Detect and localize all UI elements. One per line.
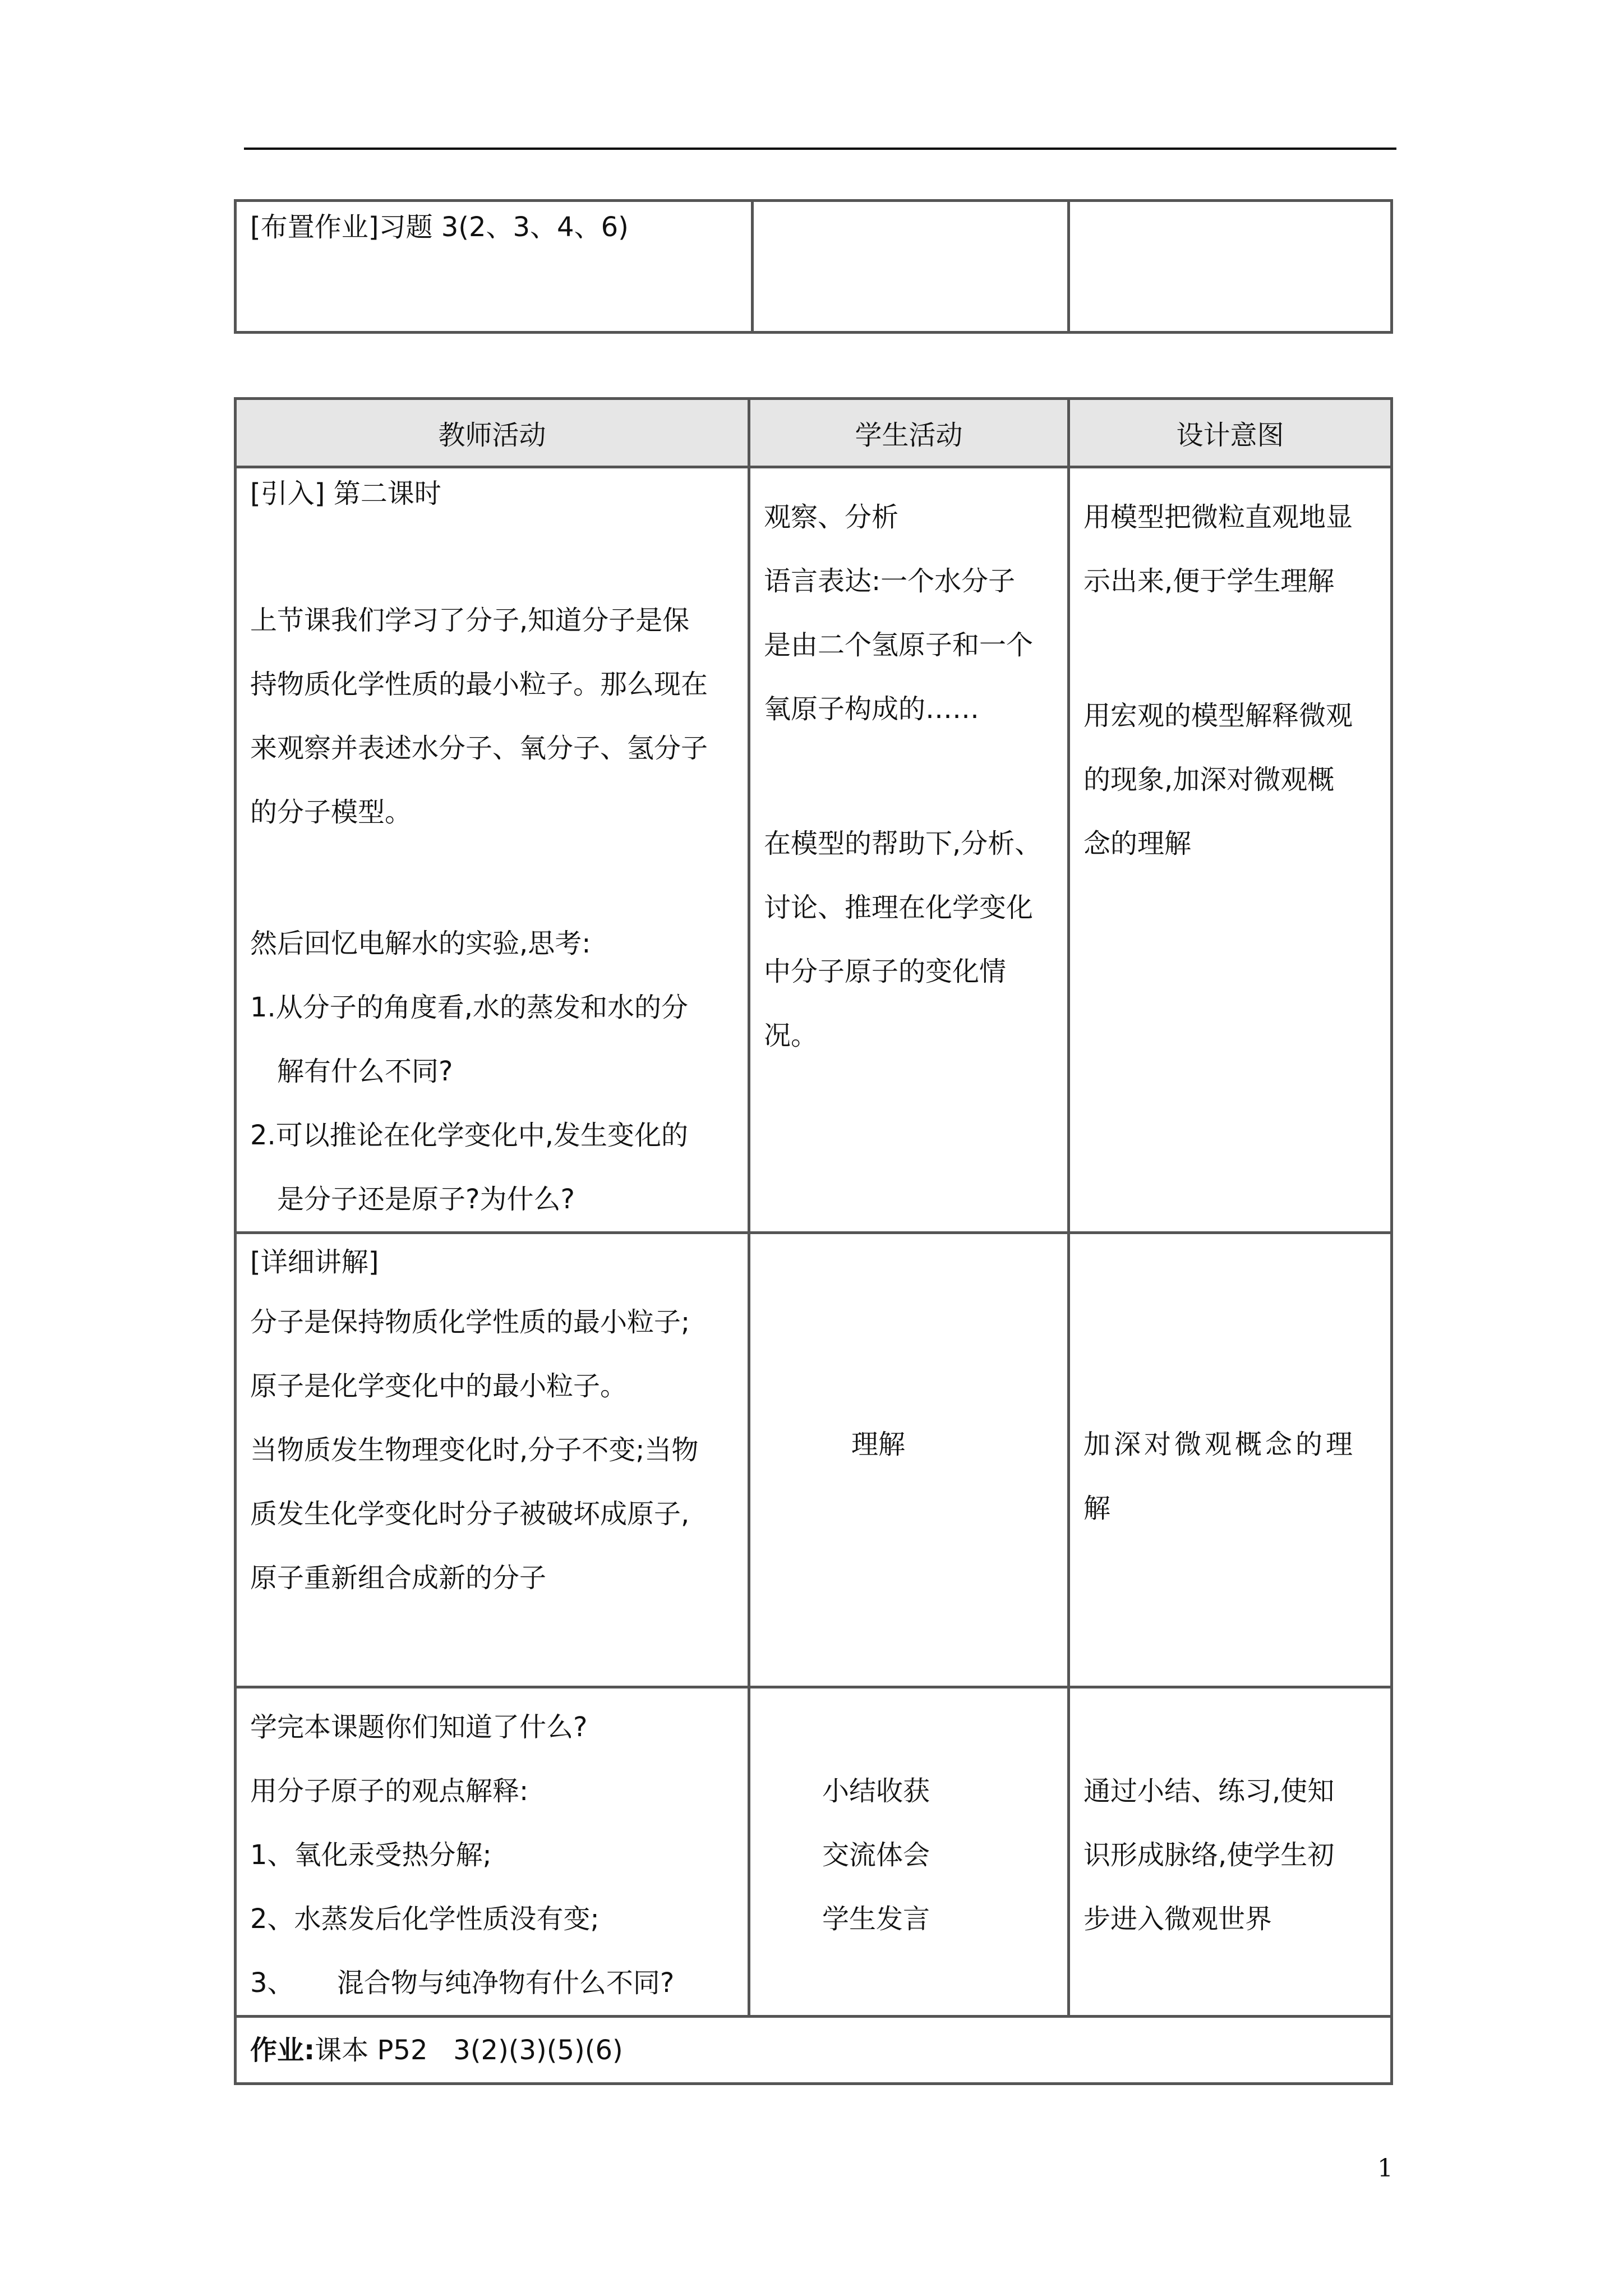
text-line: 持物质化学性质的最小粒子。那么现在 bbox=[250, 669, 708, 700]
empty-cell bbox=[1069, 201, 1392, 333]
text-line bbox=[764, 741, 1054, 812]
text-line: 况。 bbox=[764, 1020, 818, 1051]
text-line: 识形成脉络,使学生初 bbox=[1083, 1839, 1335, 1871]
row3-design-cell bbox=[1069, 1687, 1392, 2017]
text-line bbox=[250, 844, 734, 912]
text-line: 观察、分析 bbox=[764, 501, 899, 533]
text-line: 用模型把微粒直观地显 bbox=[1083, 501, 1353, 533]
text-line: 通过小结、练习,使知 bbox=[1083, 1775, 1335, 1807]
text-line: 用宏观的模型解释微观 bbox=[1083, 700, 1353, 731]
text-line: 质发生化学变化时分子被破坏成原子, bbox=[250, 1498, 690, 1530]
text-line: 然后回忆电解水的实验,思考: bbox=[250, 928, 591, 959]
text-line: 解有什么不同? bbox=[277, 1056, 453, 1087]
text-line: 念的理解 bbox=[1083, 828, 1192, 859]
text-line: 2、水蒸发后化学性质没有变; bbox=[250, 1903, 600, 1935]
row3-teacher-cell bbox=[236, 1687, 749, 2017]
header-student: 学生活动 bbox=[749, 399, 1069, 467]
footer-label: 作业: bbox=[250, 2034, 315, 2066]
row1-design-cell bbox=[1069, 467, 1392, 1233]
text-line: 的现象,加深对微观概 bbox=[1083, 764, 1335, 795]
text-line bbox=[250, 519, 734, 588]
header-design: 设计意图 bbox=[1069, 399, 1392, 467]
text-line: 示出来,便于学生理解 bbox=[1083, 565, 1335, 597]
row2-student-cell bbox=[749, 1233, 1069, 1687]
text-line: 解 bbox=[1083, 1493, 1111, 1524]
text-line: 氧原子构成的…… bbox=[764, 693, 980, 725]
lesson-table bbox=[234, 397, 1393, 2085]
row2-teacher-cell bbox=[236, 1233, 749, 1687]
text-line: 原子重新组合成新的分子 bbox=[250, 1562, 547, 1594]
page-number: 1 bbox=[1377, 2154, 1393, 2183]
text-line: 1.从分子的角度看,水的蒸发和水的分 bbox=[250, 992, 689, 1023]
footer-cell bbox=[236, 2017, 1392, 2084]
row-explanation bbox=[236, 1233, 1392, 1687]
text-line: 中分子原子的变化情 bbox=[764, 956, 1007, 987]
header-teacher: 教师活动 bbox=[236, 399, 749, 467]
homework-text: [布置作业]习题 3(2、3、4、6) bbox=[250, 211, 629, 243]
text-line: 步进入微观世界 bbox=[1083, 1903, 1272, 1935]
row-summary bbox=[236, 1687, 1392, 2017]
text-line: 原子是化学变化中的最小粒子。 bbox=[250, 1370, 628, 1402]
homework-cell bbox=[236, 201, 753, 333]
text-line: 是由二个氢原子和一个 bbox=[764, 629, 1034, 661]
text-line: 理解 bbox=[851, 1429, 906, 1460]
text-line: 用分子原子的观点解释: bbox=[250, 1775, 529, 1807]
text-line: 2.可以推论在化学变化中,发生变化的 bbox=[250, 1120, 689, 1151]
footer-text: 课本 P52 3(2)(3)(5)(6) bbox=[315, 2034, 623, 2066]
homework-table bbox=[234, 199, 1393, 334]
text-line: 交流体会 bbox=[822, 1839, 930, 1871]
text-line: 学生发言 bbox=[822, 1903, 930, 1935]
row1-teacher-cell bbox=[236, 467, 749, 1233]
text-line bbox=[1083, 613, 1377, 684]
text-line: 当物质发生物理变化时,分子不变;当物 bbox=[250, 1434, 699, 1466]
text-line: [引入] 第二课时 bbox=[250, 478, 441, 509]
text-line: 来观察并表述水分子、氧分子、氢分子 bbox=[250, 733, 708, 764]
text-line: 语言表达:一个水分子 bbox=[764, 565, 1016, 597]
text-line: 分子是保持物质化学性质的最小粒子; bbox=[250, 1306, 690, 1338]
text-line: 是分子还是原子?为什么? bbox=[277, 1184, 575, 1215]
text-line: 讨论、推理在化学变化 bbox=[764, 892, 1034, 923]
header-rule bbox=[244, 148, 1396, 150]
text-line: 上节课我们学习了分子,知道分子是保 bbox=[250, 605, 690, 636]
text-line: 学完本课题你们知道了什么? bbox=[250, 1711, 588, 1743]
row-intro bbox=[236, 467, 1392, 1233]
row1-student-cell bbox=[749, 467, 1069, 1233]
text-line: 加深对微观概念的理 bbox=[1083, 1429, 1357, 1460]
text-line: 小结收获 bbox=[822, 1775, 930, 1807]
text-line: 的分子模型。 bbox=[250, 797, 412, 828]
empty-cell bbox=[753, 201, 1069, 333]
header-row bbox=[236, 399, 1392, 467]
text-line: 3、 混合物与纯净物有什么不同? bbox=[250, 1967, 675, 1999]
row3-student-cell bbox=[749, 1687, 1069, 2017]
text-line: [详细讲解] bbox=[250, 1246, 379, 1278]
row2-design-cell bbox=[1069, 1233, 1392, 1687]
text-line: 1、氧化汞受热分解; bbox=[250, 1839, 492, 1871]
row-footer bbox=[236, 2017, 1392, 2084]
text-line: 在模型的帮助下,分析、 bbox=[764, 828, 1042, 859]
